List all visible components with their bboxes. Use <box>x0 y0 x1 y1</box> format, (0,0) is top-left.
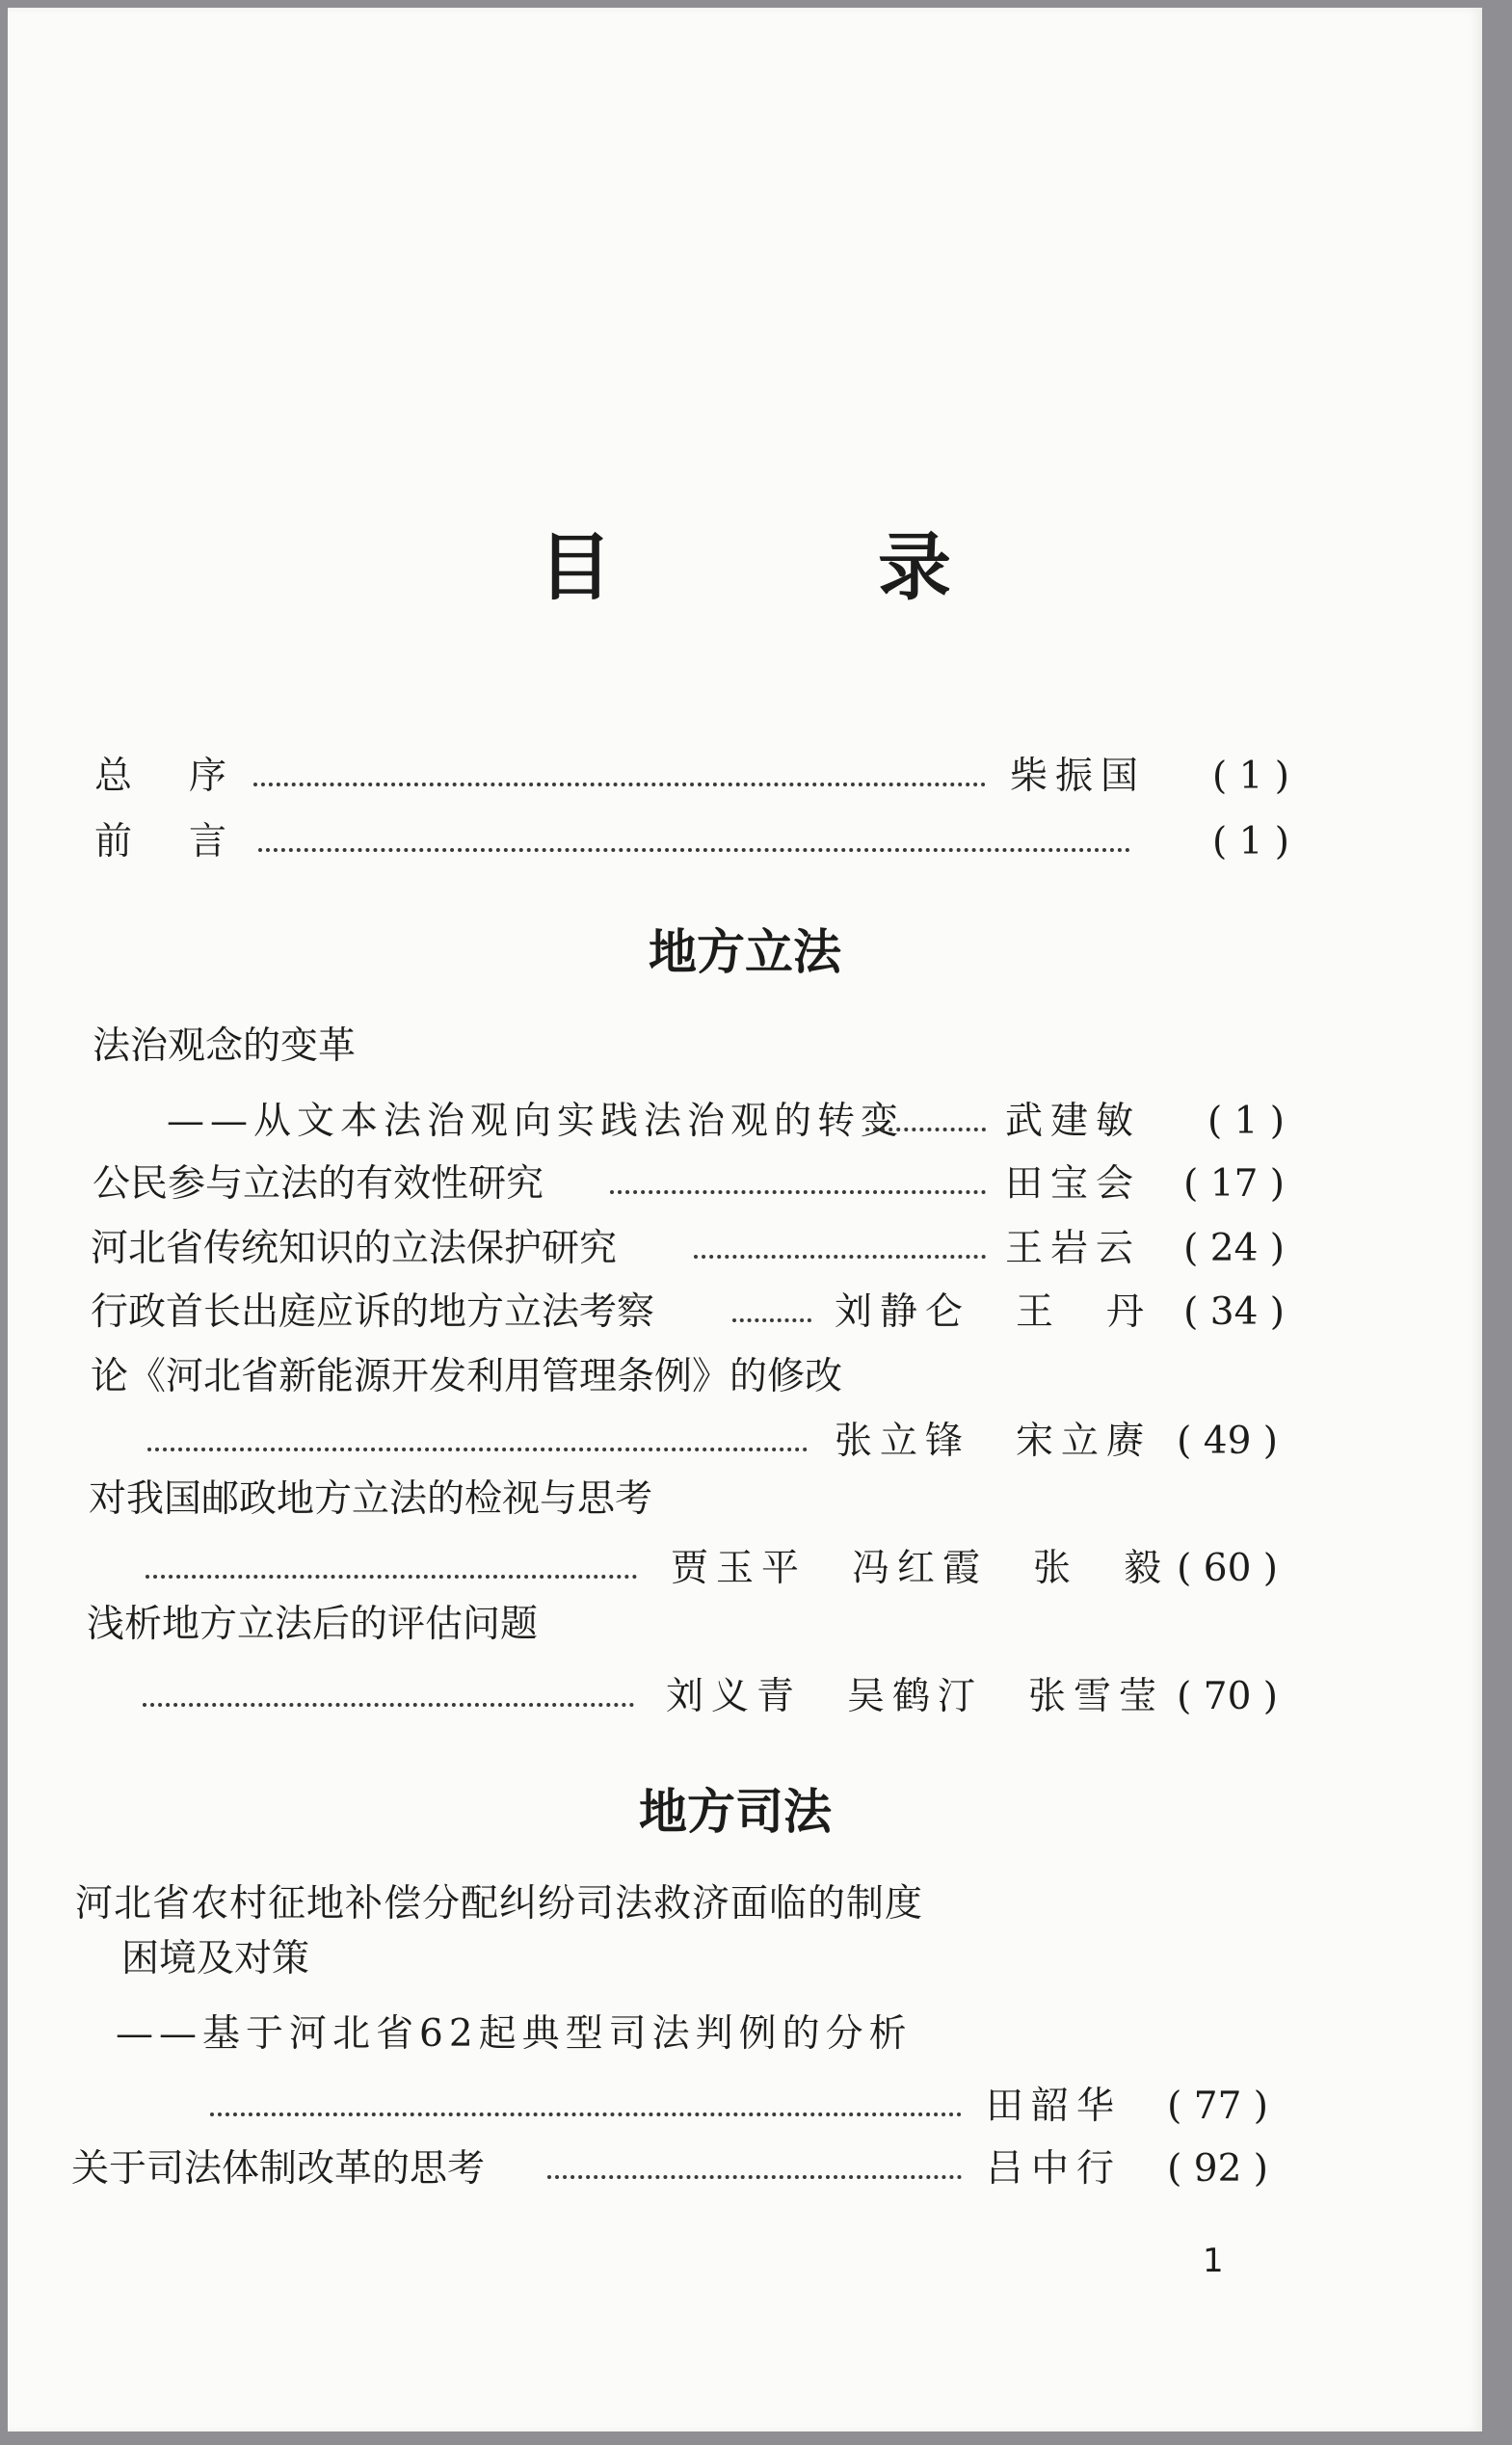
leader-dots <box>610 1190 986 1194</box>
leader-dots <box>210 2113 962 2116</box>
toc-entry-cont[interactable] <box>8 1542 1482 1596</box>
entry-title: 前 言 <box>94 820 237 864</box>
toc-entry-cont[interactable] <box>8 1670 1482 1724</box>
entry-author: 田韶华 <box>986 2085 1123 2128</box>
toc-entry[interactable] <box>8 1020 1482 1074</box>
toc-entry-cont[interactable] <box>8 2080 1482 2134</box>
entry-author: 刘静仑 王 丹 <box>835 1290 1153 1334</box>
section-heading-local-legislation: 地方立法 <box>649 923 841 980</box>
entry-title: 公民参与立法的有效性研究 <box>93 1162 544 1206</box>
leader-dots <box>258 848 1130 852</box>
entry-title: 论《河北省新能源开发利用管理条例》的修改 <box>91 1355 843 1398</box>
entry-page: ( 24 ) <box>1183 1227 1285 1270</box>
toc-entry[interactable] <box>8 1350 1482 1404</box>
entry-title: 对我国邮政地方立法的检视与思考 <box>89 1477 653 1521</box>
entry-author: 王岩云 <box>1005 1227 1142 1270</box>
toc-page <box>8 8 1482 2432</box>
toc-entry-foreword[interactable] <box>8 815 1482 869</box>
entry-author: 刘义青 吴鹤汀 张雪莹 <box>666 1675 1165 1718</box>
entry-page: ( 1 ) <box>1211 755 1289 798</box>
toc-entry-sub[interactable] <box>8 2007 1482 2061</box>
leader-dots <box>253 783 986 786</box>
leader-dots <box>147 1448 808 1451</box>
entry-author: 田宝会 <box>1005 1162 1142 1206</box>
entry-author: 贾玉平 冯红霞 张 毅 <box>671 1547 1170 1590</box>
entry-author: 吕中行 <box>986 2147 1123 2191</box>
leader-dots <box>146 1575 637 1579</box>
section-heading-local-judiciary: 地方司法 <box>639 1783 832 1840</box>
entry-title-continuation: 困境及对策 <box>121 1937 310 1980</box>
toc-entry[interactable] <box>8 2142 1482 2196</box>
entry-page: ( 34 ) <box>1183 1290 1285 1334</box>
toc-entry[interactable] <box>8 1877 1482 1931</box>
entry-title: 行政首长出庭应诉的地方立法考察 <box>91 1290 655 1334</box>
toc-entry[interactable] <box>8 1222 1482 1276</box>
page-number: 1 <box>1203 2242 1224 2280</box>
leader-dots <box>732 1318 811 1322</box>
entry-title: 总 序 <box>94 755 237 798</box>
toc-entry-preface-general[interactable] <box>8 750 1482 804</box>
entry-page: ( 60 ) <box>1177 1547 1278 1590</box>
entry-page: ( 70 ) <box>1177 1675 1278 1718</box>
entry-subtitle: ——基于河北省62起典型司法判例的分析 <box>116 2012 913 2056</box>
entry-author: 武建敏 <box>1005 1100 1142 1143</box>
entry-page: ( 49 ) <box>1177 1420 1278 1463</box>
toc-entry-sub[interactable] <box>8 1095 1482 1149</box>
toc-entry-cont[interactable] <box>8 1415 1482 1469</box>
entry-title: 河北省传统知识的立法保护研究 <box>91 1227 618 1270</box>
entry-title: 河北省农村征地补偿分配纠纷司法救济面临的制度 <box>75 1882 924 1926</box>
entry-title: 关于司法体制改革的思考 <box>71 2147 486 2191</box>
entry-subtitle: ——从文本法治观向实践法治观的转变 <box>167 1100 905 1143</box>
entry-page: ( 1 ) <box>1207 1100 1285 1143</box>
toc-entry[interactable] <box>8 1473 1482 1527</box>
toc-entry[interactable] <box>8 1157 1482 1211</box>
entry-title: 浅析地方立法后的评估问题 <box>87 1603 539 1646</box>
leader-dots <box>694 1255 986 1259</box>
leader-dots <box>143 1703 634 1707</box>
entry-title: 法治观念的变革 <box>93 1024 357 1068</box>
entry-page: ( 17 ) <box>1183 1162 1285 1206</box>
entry-page: ( 1 ) <box>1211 820 1289 864</box>
leader-dots <box>547 2175 962 2179</box>
leader-dots <box>865 1128 986 1131</box>
entry-page: ( 92 ) <box>1167 2147 1268 2191</box>
toc-entry-title-cont[interactable] <box>8 1932 1482 1986</box>
page-title: 目 录 <box>539 524 1048 610</box>
entry-author: 张立锋 宋立赓 <box>835 1420 1153 1463</box>
toc-entry[interactable] <box>8 1286 1482 1340</box>
entry-author: 柴振国 <box>1010 755 1147 798</box>
toc-entry[interactable] <box>8 1598 1482 1652</box>
entry-page: ( 77 ) <box>1167 2085 1268 2128</box>
